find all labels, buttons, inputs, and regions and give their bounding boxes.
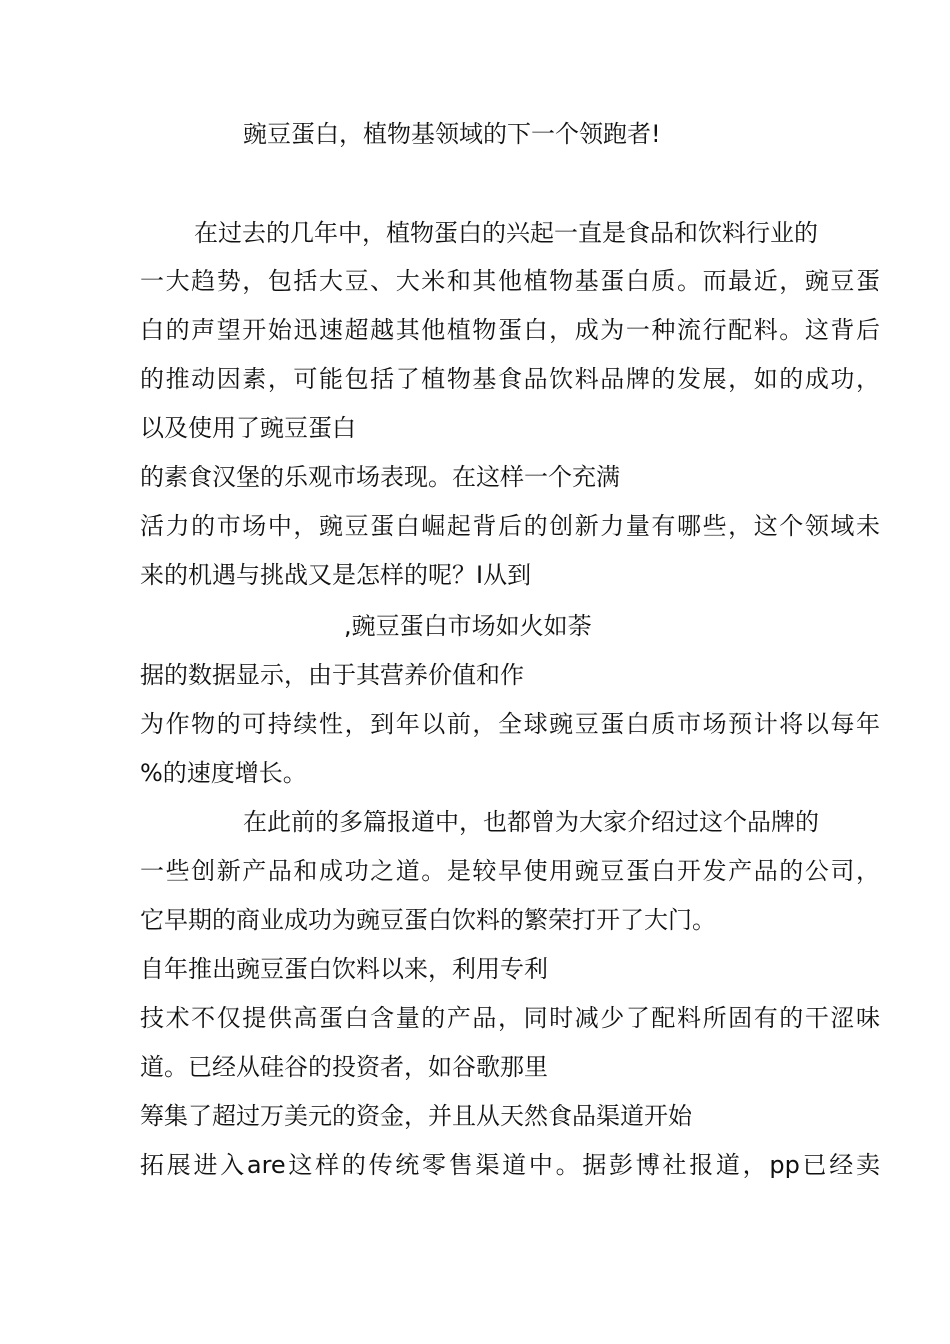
text-line: 一些创新产品和成功之道。是较早使用豌豆蛋白开发产品的公司，	[140, 857, 880, 885]
text-line: 一大趋势，包括大豆、大米和其他植物基蛋白质。而最近，豌豆蛋	[140, 267, 880, 295]
text-line: 技术不仅提供高蛋白含量的产品，同时减少了配料所固有的干涩味	[140, 1004, 880, 1032]
text-line: 据的数据显示，由于其营养价值和作	[140, 661, 524, 689]
text-line: %的速度增长。	[140, 759, 307, 787]
text-line: 它早期的商业成功为豌豆蛋白饮料的繁荣打开了大门。	[140, 906, 716, 934]
document-title: 豌豆蛋白，植物基领域的下一个领跑者!	[243, 120, 661, 148]
text-line: 以及使用了豌豆蛋白	[140, 414, 356, 442]
text-line: 在此前的多篇报道中，也都曾为大家介绍过这个品牌的	[243, 808, 819, 836]
text-line: 自年推出豌豆蛋白饮料以来，利用专利	[140, 955, 548, 983]
text-line: 来的机遇与挑战又是怎样的呢？I从到	[140, 561, 532, 589]
text-line: 道。已经从硅谷的投资者，如谷歌那里	[140, 1053, 548, 1081]
text-line: 的推动因素，可能包括了植物基食品饮料品牌的发展，如的成功，	[140, 365, 880, 393]
text-line: ,豌豆蛋白市场如火如荼	[344, 612, 592, 640]
text-line: 的素食汉堡的乐观市场表现。在这样一个充满	[140, 463, 620, 491]
text-line: 白的声望开始迅速超越其他植物蛋白，成为一种流行配料。这背后	[140, 316, 880, 344]
text-line: 筹集了超过万美元的资金，并且从天然食品渠道开始	[140, 1102, 692, 1130]
text-line: 拓展进入are这样的传统零售渠道中。据彭博社报道，pp已经卖	[140, 1151, 880, 1179]
text-line: 在过去的几年中，植物蛋白的兴起一直是食品和饮料行业的	[194, 219, 818, 247]
text-line: 活力的市场中，豌豆蛋白崛起背后的创新力量有哪些，这个领域未	[140, 512, 880, 540]
text-line: 为作物的可持续性，到年以前，全球豌豆蛋白质市场预计将以每年	[140, 710, 880, 738]
